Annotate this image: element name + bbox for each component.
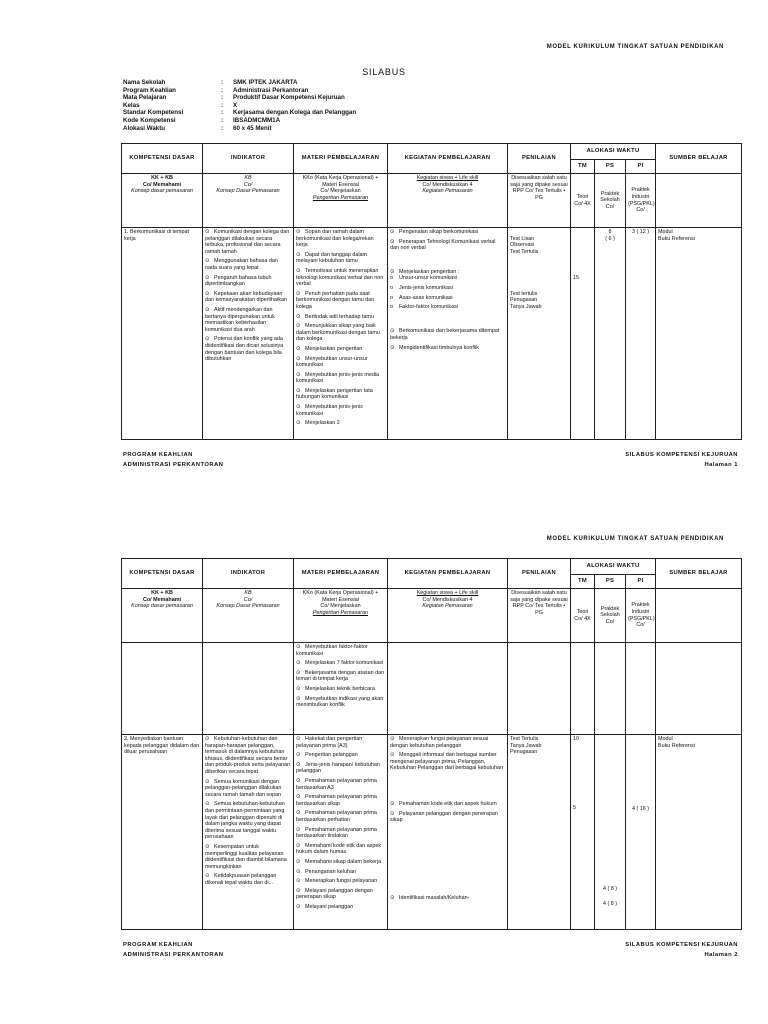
syllabus-table-page-2 bbox=[121, 558, 742, 930]
list-item bbox=[296, 736, 385, 749]
materi-list-continued bbox=[296, 644, 385, 709]
kegiatan-b-head: ⊙ Menjelaskan pengertian : bbox=[390, 268, 460, 275]
table-row-kd-1 bbox=[122, 228, 742, 440]
sumber-value: Modul Buku Referensi bbox=[656, 228, 742, 440]
list-item-text: Memahami sikap dalam bekerja bbox=[305, 858, 382, 865]
info-block bbox=[123, 79, 356, 132]
info-row bbox=[123, 79, 356, 87]
penilaian-value: Test Tertulis Tanya Jawab Penugasan bbox=[508, 735, 571, 930]
sub-ps: Praktek Sekolah Co/ bbox=[595, 174, 626, 228]
header-kegiatan: KEGIATAN PEMBELAJARAN bbox=[388, 559, 508, 589]
info-key: Kode Kompetensi bbox=[123, 116, 176, 124]
bullet-icon: ⊙ bbox=[296, 685, 301, 692]
kegiatan-sublist bbox=[390, 275, 505, 310]
header-kompetensi-dasar: KOMPETENSI DASAR bbox=[122, 144, 203, 174]
sub-keg-3: Kegiatan Pemasaran bbox=[422, 603, 473, 610]
list-item-text: Pemahaman kode etik dan aspek hukum bbox=[399, 800, 497, 807]
info-key: Mata Pelajaran bbox=[123, 94, 167, 102]
list-item-text: Menggunakan bahasa dan nada suara yang tepat bbox=[205, 258, 278, 271]
info-value: SMK IPTEK JAKARTA bbox=[233, 79, 298, 86]
bullet-icon: ⊙ bbox=[390, 810, 395, 817]
list-item-text: Penanganan keluhan bbox=[305, 868, 356, 875]
info-row bbox=[123, 94, 356, 102]
bullet-icon: ⊙ bbox=[390, 238, 395, 245]
sub-kd-2: Co/ Memahami bbox=[142, 596, 182, 603]
list-item bbox=[205, 844, 291, 870]
bullet-icon: o bbox=[390, 284, 393, 291]
bullet-icon: ⊙ bbox=[296, 644, 301, 650]
bullet-icon: ⊙ bbox=[390, 752, 395, 759]
list-item bbox=[390, 328, 505, 342]
sub-keg-2: Co/ Mendiskusikan 4 bbox=[422, 181, 473, 188]
list-item bbox=[296, 372, 385, 385]
list-item bbox=[390, 275, 505, 282]
list-item bbox=[390, 239, 505, 252]
list-item bbox=[296, 843, 385, 856]
list-item-text: Menjelaskan teknik berbicara bbox=[305, 685, 375, 692]
list-item-text: Dapat dan tanggap dalam melayani kebutuhan tamu bbox=[296, 251, 368, 265]
list-item bbox=[296, 827, 385, 840]
info-row bbox=[123, 117, 356, 125]
list-item bbox=[205, 873, 291, 886]
header-materi: MATERI PEMBELAJARAN bbox=[294, 559, 388, 589]
sub-mat-3: Pengertian Pemasaran bbox=[312, 609, 369, 616]
table-subheader-row bbox=[122, 589, 742, 643]
header-pi: PI bbox=[626, 575, 656, 589]
header-ps: PS bbox=[595, 575, 626, 589]
list-item bbox=[296, 878, 385, 885]
info-row bbox=[123, 125, 356, 133]
header-tm: TM bbox=[571, 160, 595, 174]
materi-list bbox=[296, 229, 385, 427]
list-item-text: Pengaruh bahasa tubuh dipertimbangkan bbox=[205, 274, 272, 288]
list-item-text: Pemahaman pelayanan prima berdasarkan tindakan bbox=[296, 826, 377, 840]
list-item-text: Menunjukkan sikap yang baik dalam berkomunikasi dengan tamu dan kolega bbox=[296, 323, 380, 343]
bullet-icon: ⊙ bbox=[296, 323, 301, 330]
list-item bbox=[296, 291, 385, 311]
info-colon: : bbox=[221, 79, 224, 86]
info-colon: : bbox=[221, 101, 224, 109]
sub-mat-3: Pengertian Pemasaran bbox=[312, 194, 369, 201]
bullet-icon: ⊙ bbox=[205, 778, 210, 785]
sub-kd-3: Konsep dasar pemasaran bbox=[131, 603, 193, 610]
list-item-text: Kesempatan untuk memperlinggi kualitas pelayanan diidentifikasi dan diambil bilamana memungkinkan bbox=[205, 843, 287, 870]
list-item-text: Menyebutkan faktor-faktor komunikasi bbox=[296, 644, 368, 657]
list-item-text: Menerapkan fungsi pelayanan sesuai dengan kebutuhan pelanggan bbox=[390, 736, 489, 749]
bullet-icon: ⊙ bbox=[296, 345, 301, 352]
header-kompetensi-dasar: KOMPETENSI DASAR bbox=[122, 559, 203, 589]
kegiatan-list-b bbox=[390, 801, 505, 824]
sub-ind-2: Co/ bbox=[243, 181, 253, 188]
list-item-text: Berkomunikasi dan bekerjasama ditempat bekerja bbox=[390, 327, 500, 341]
bullet-icon: ⊙ bbox=[205, 274, 210, 281]
header-penilaian: PENILAIAN bbox=[508, 144, 571, 174]
footer-silabus: SILABUS KOMPETENSI KEJURUAN bbox=[625, 942, 738, 948]
header-ps: PS bbox=[595, 160, 626, 174]
bullet-icon: ⊙ bbox=[296, 695, 301, 702]
sub-penilaian: Disesuaikan salah satu saja yang dipake sesuai RPP Co/ Tes Tertulis • PG bbox=[508, 174, 571, 228]
list-item-text: Kepekaan akan kebudayaan dan kemasyarakatan diperlihatkan bbox=[205, 290, 288, 304]
list-item bbox=[296, 810, 385, 823]
list-item-text: Jenis-jenis harapan/ kebutuhan pelanggan bbox=[296, 761, 380, 775]
materi-list bbox=[296, 736, 385, 910]
list-item bbox=[296, 904, 385, 911]
bullet-icon: ⊙ bbox=[296, 669, 301, 676]
bullet-icon: ⊙ bbox=[296, 752, 301, 759]
header-indikator: INDIKATOR bbox=[203, 559, 294, 589]
list-item-text: Menyebutkan indikasi yang akan menimbulkan konflik bbox=[296, 695, 384, 709]
list-item-text: Melayani pelanggan dengan penerapan sikap bbox=[296, 887, 373, 901]
list-item bbox=[296, 686, 385, 693]
list-item bbox=[205, 801, 291, 841]
bullet-icon: ⊙ bbox=[205, 336, 210, 343]
header-materi: MATERI PEMBELAJARAN bbox=[294, 144, 388, 174]
sub-keg-2: Co/ Mendiskusikan 4 bbox=[422, 596, 473, 603]
info-colon: : bbox=[221, 116, 224, 124]
header-indikator: INDIKATOR bbox=[203, 144, 294, 174]
bullet-icon: ⊙ bbox=[296, 903, 301, 910]
sub-pi: Praktek Industri (PSG/PKL) Co/ bbox=[626, 174, 656, 228]
sub-ind-3: Konsep Dasar Pemasaran bbox=[216, 603, 280, 610]
list-item-text: Menjelaskan 2 bbox=[305, 420, 340, 427]
list-item-text: Bekerjasama dengan atasan dan teman di tempat kerja bbox=[296, 669, 385, 683]
bullet-icon: ⊙ bbox=[296, 826, 301, 833]
ps-value-a: 4 ( 8 ) bbox=[602, 886, 618, 892]
bullet-icon: ⊙ bbox=[205, 290, 210, 297]
bullet-icon: ⊙ bbox=[296, 878, 301, 885]
bullet-icon: ⊙ bbox=[296, 761, 301, 768]
kegiatan-list-a bbox=[390, 229, 505, 252]
list-item bbox=[296, 794, 385, 807]
list-item bbox=[296, 388, 385, 401]
footer-page-number: Halaman 2 bbox=[704, 952, 738, 958]
info-row bbox=[123, 87, 356, 95]
table-row-continued bbox=[122, 643, 742, 735]
table-subheader-row bbox=[122, 174, 742, 228]
sumber-value: Modul Buku Referensi bbox=[656, 735, 742, 930]
bullet-icon: ⊙ bbox=[390, 736, 395, 742]
bullet-icon: ⊙ bbox=[205, 306, 210, 313]
list-item-text: Bertindak adil terhadap tamu bbox=[305, 313, 374, 320]
header-alokasi: ALOKASI WAKTU bbox=[571, 144, 656, 160]
list-item bbox=[390, 304, 505, 311]
sub-tm: Teori Co/ 4X bbox=[571, 174, 595, 228]
list-item-text: Penerapan Tehnologi Komunikasi verbal dan non verbal bbox=[390, 238, 496, 252]
sub-keg-1: Kegiatan siswa + Life skill bbox=[416, 175, 479, 181]
page-2 bbox=[0, 520, 768, 1024]
table-row-kd-2 bbox=[122, 735, 742, 930]
bullet-icon: ⊙ bbox=[390, 327, 395, 334]
list-item-text: Termotivasi untuk menerapkan teknologi komunikasi verbal dan non verbal bbox=[296, 267, 384, 288]
list-item-text: Menerapkan fungsi pelayanan bbox=[305, 878, 378, 885]
list-item-text: Komunikasi dengan kolega dan pelanggan dilakukan secara terbuka, profesional dan secara ramah tamah bbox=[205, 229, 290, 255]
penilaian-b: Test tertulis Penugasan Tanya Jawab bbox=[510, 290, 542, 310]
sub-ps: Praktek Sekolah Co/ bbox=[595, 589, 626, 643]
footer-program: PROGRAM KEAHLIAN bbox=[123, 452, 193, 458]
bullet-icon: ⊙ bbox=[296, 736, 301, 742]
footer-page-number: Halaman 1 bbox=[704, 462, 738, 468]
document-header: MODEL KURIKULUM TINGKAT SATUAN PENDIDIKAN bbox=[546, 44, 724, 50]
list-item-text: Kebutuhan-kebutuhan dan harapan-harapan pelanggan, termasuk di dalamnya kebutuhan khusus, diidentifikasi secara benar dan produk-produk serta pelayanan diberikan secara tepat bbox=[205, 736, 291, 775]
list-item-text: Memahami kode etik dan aspek hukum dalam humas bbox=[296, 842, 382, 856]
list-item bbox=[205, 229, 291, 255]
info-key: Nama Sekolah bbox=[123, 79, 166, 86]
list-item bbox=[296, 869, 385, 876]
sub-ind-3: Konsep Dasar Pemasaran bbox=[216, 188, 280, 195]
list-item-text: Semua komunikasi dengan pelanggan-pelanggan dilakukan secara ramah tamah dan sopan bbox=[205, 778, 282, 798]
syllabus-table-page-1 bbox=[121, 143, 742, 440]
list-item-text: Pelayanan pelanggan dengan penerapan sikap bbox=[390, 810, 498, 824]
bullet-icon: ⊙ bbox=[296, 868, 301, 875]
list-item-text: Mengidentifikasi timbulnya konflik bbox=[399, 344, 479, 351]
list-item-text: Semua kebutuhan-kebutuhan dan permintaan-permintaan yang layak dari pelanggan dipenuhi di dalam jangka waktu yang dapat diterima sesuai tanggal waktu perusahaan bbox=[205, 801, 285, 841]
bullet-icon: ⊙ bbox=[390, 800, 395, 807]
bullet-icon: ⊙ bbox=[296, 251, 301, 258]
list-item bbox=[205, 258, 291, 271]
pi-value: 3 ( 12 ) bbox=[626, 228, 656, 440]
list-item bbox=[390, 895, 505, 902]
info-key: Alokasi Waktu bbox=[123, 124, 166, 132]
bullet-icon: ⊙ bbox=[296, 842, 301, 849]
sub-keg-3: Kegiatan Pemasaran bbox=[422, 188, 473, 195]
tm-value: 15 bbox=[573, 275, 579, 281]
list-item bbox=[205, 291, 291, 304]
bullet-icon: ⊙ bbox=[296, 313, 301, 320]
sub-keg-1: Kegiatan siswa + Life skill bbox=[416, 590, 479, 596]
kegiatan-list-c bbox=[390, 895, 505, 902]
list-item-text: Menjelaskan 7 faktor komunikasi bbox=[305, 660, 384, 667]
list-item-text: Menggali informasi dari berbagai sumber mengenai pelayanan prima, Pelanggan, Kebutuhan Pelanggan dari berbagai kebutuhan bbox=[390, 752, 503, 772]
bullet-icon: o bbox=[390, 304, 393, 311]
sub-kd-1: KK + KB bbox=[151, 590, 173, 596]
list-item bbox=[205, 779, 291, 799]
list-item bbox=[296, 404, 385, 417]
list-item bbox=[296, 420, 385, 427]
indikator-list bbox=[205, 736, 291, 886]
footer-program: PROGRAM KEAHLIAN bbox=[123, 942, 193, 948]
list-item-text: Menjelaskan pengertian tata hubungan komunikasi bbox=[296, 387, 373, 401]
list-item-text: Sopan dan ramah dalam berkomunikasi dan kolega/rekan kerja bbox=[296, 229, 374, 249]
bullet-icon: ⊙ bbox=[296, 387, 301, 394]
list-item-text: Pemahaman pelayanan prima berdasarkan sikap bbox=[296, 794, 377, 807]
list-item-text: Pengenalan sikap berkomunikasi bbox=[399, 229, 479, 235]
penilaian-a: Test Lisan Observasi Test Tertulis bbox=[510, 235, 539, 255]
bullet-icon: ⊙ bbox=[296, 887, 301, 894]
header-sumber: SUMBER BELAJAR bbox=[656, 559, 742, 589]
bullet-icon: ⊙ bbox=[205, 843, 210, 850]
list-item bbox=[390, 801, 505, 808]
bullet-icon: ⊙ bbox=[296, 404, 301, 411]
sub-kd-1: KK + KB bbox=[151, 175, 173, 181]
list-item-text: Menyebutkan jenis-jenis media komunikasi bbox=[296, 371, 380, 385]
kegiatan-list-a bbox=[390, 736, 505, 772]
list-item bbox=[296, 323, 385, 343]
sub-ind-2: Co/ bbox=[243, 596, 253, 603]
sub-kd-3: Konsep dasar pemasaran bbox=[131, 188, 193, 195]
document-title: SILABUS bbox=[362, 67, 406, 77]
list-item bbox=[296, 314, 385, 321]
info-colon: : bbox=[221, 124, 224, 132]
header-pi: PI bbox=[626, 160, 656, 174]
tm-value-a: 10 bbox=[573, 736, 579, 742]
sub-tm: Teori Co/ 4X bbox=[571, 589, 595, 643]
list-item-text: Pengertian pelanggan bbox=[305, 752, 358, 759]
footer-program-name: ADMINISTRASI PERKANTORAN bbox=[123, 952, 224, 958]
list-item-text: Aktif mendengarkan dan bertanya dipergunakan untuk memastikan keberhasilan komunikasi dua arah bbox=[205, 306, 275, 333]
header-tm: TM bbox=[571, 575, 595, 589]
bullet-icon: ⊙ bbox=[205, 736, 210, 742]
bullet-icon: ⊙ bbox=[296, 858, 301, 865]
info-value: X bbox=[233, 101, 238, 109]
list-item-text: Menjelaskan pengertian bbox=[305, 345, 363, 352]
list-item bbox=[390, 295, 505, 302]
list-item bbox=[296, 229, 385, 249]
info-row bbox=[123, 109, 356, 117]
indikator-list bbox=[205, 229, 291, 363]
list-item bbox=[205, 736, 291, 776]
list-item bbox=[296, 660, 385, 667]
bullet-icon: ⊙ bbox=[296, 794, 301, 801]
list-item-text: Ketidakpuasan pelanggan dikenali tepat waktu dan di... bbox=[205, 873, 277, 886]
bullet-icon: ⊙ bbox=[296, 777, 301, 784]
kegiatan-list-c bbox=[390, 328, 505, 352]
info-value: IBSADMCMM1A bbox=[233, 116, 281, 124]
bullet-icon: ⊙ bbox=[390, 268, 395, 275]
bullet-icon: ⊙ bbox=[296, 355, 301, 362]
list-item-text: Unsur-unsur komunikasi bbox=[399, 275, 458, 282]
header-sumber: SUMBER BELAJAR bbox=[656, 144, 742, 174]
list-item-text: Potensi dan konflik yang ada diidentifikasi dan dicari solusinya dengan bantuan dan kolega bila dibutuhkan bbox=[205, 336, 284, 363]
list-item-text: Hakekat dan pengertian pelayanan prima (A3) bbox=[296, 736, 363, 749]
footer-silabus: SILABUS KOMPETENSI KEJURUAN bbox=[625, 452, 738, 458]
list-item bbox=[296, 356, 385, 369]
list-item bbox=[296, 252, 385, 265]
list-item bbox=[296, 778, 385, 791]
info-colon: : bbox=[221, 86, 224, 94]
sub-mat-1: KKo (Kata Kerja Operasional) + Materi Esensial bbox=[302, 175, 379, 188]
bullet-icon: ⊙ bbox=[296, 420, 301, 427]
info-row bbox=[123, 102, 356, 110]
bullet-icon: ⊙ bbox=[205, 229, 210, 235]
list-item bbox=[296, 752, 385, 759]
list-item bbox=[390, 736, 505, 749]
list-item bbox=[205, 336, 291, 362]
list-item-text: Faktor-faktor komunikasi bbox=[399, 304, 459, 311]
info-colon: : bbox=[221, 94, 224, 102]
list-item bbox=[390, 345, 505, 352]
list-item bbox=[390, 811, 505, 824]
bullet-icon: ⊙ bbox=[390, 229, 395, 235]
sub-ind-1: KB bbox=[244, 590, 252, 596]
sub-kd-2: Co/ Memahami bbox=[142, 181, 182, 188]
list-item-text: Penuh perhatian pada saat berkomunikasi dengan tamu dan kolega bbox=[296, 290, 375, 310]
info-key: Standar Kompetensi bbox=[123, 109, 184, 117]
list-item bbox=[296, 762, 385, 775]
list-item bbox=[296, 696, 385, 709]
sub-ind-1: KB bbox=[244, 175, 252, 181]
list-item-text: Identifikasi masalah/Keluhan- bbox=[399, 894, 470, 901]
list-item-text: Menyebutkan unsur-unsur komunikasi bbox=[296, 355, 368, 369]
pi-value: 4 ( 16 ) bbox=[631, 806, 650, 812]
list-item bbox=[205, 307, 291, 333]
sub-penilaian: Disesuaikan salah satu saja yang dipake sesuai RPP Co/ Tes Tertulis • PG bbox=[508, 589, 571, 643]
sub-pi: Praktek Industri (PSG/PKL) Co/ bbox=[626, 589, 656, 643]
header-kegiatan: KEGIATAN PEMBELAJARAN bbox=[388, 144, 508, 174]
bullet-icon: ⊙ bbox=[296, 660, 301, 667]
info-key: Kelas bbox=[123, 101, 140, 109]
list-item-text: Melayani pelanggan bbox=[305, 903, 354, 910]
bullet-icon: ⊙ bbox=[296, 229, 301, 235]
list-item-text: Asas-asas komunikasi bbox=[399, 294, 453, 301]
ps-value-b: 4 ( 8 ) bbox=[602, 900, 618, 907]
tm-value-b: 5 bbox=[573, 804, 576, 811]
ps-value: 8 ( 6 ) bbox=[595, 228, 626, 440]
list-item bbox=[390, 229, 505, 236]
bullet-icon: o bbox=[390, 294, 393, 301]
kd-cell: 1. Berkomunikasi di tempat kerja bbox=[122, 228, 203, 440]
sub-mat-2: Co/ Menjelaskan bbox=[320, 188, 361, 195]
footer-program-name: ADMINISTRASI PERKANTORAN bbox=[123, 462, 224, 468]
info-value: 60 x 45 Menit bbox=[233, 124, 272, 132]
list-item-text: Menyebutkan jenis-jenis komunikasi bbox=[296, 404, 363, 417]
list-item bbox=[296, 268, 385, 288]
info-value: Produktif Dasar Kompetensi Kejuruan bbox=[233, 94, 345, 102]
bullet-icon: ⊙ bbox=[296, 371, 301, 378]
bullet-icon: ⊙ bbox=[296, 290, 301, 297]
document-header: MODEL KURIKULUM TINGKAT SATUAN PENDIDIKAN bbox=[546, 536, 724, 542]
list-item-text: Pemahaman pelayanan prima berdasarkan perhatian bbox=[296, 810, 377, 823]
list-item bbox=[390, 285, 505, 292]
bullet-icon: ⊙ bbox=[390, 894, 395, 901]
info-colon: : bbox=[221, 109, 224, 117]
list-item bbox=[205, 275, 291, 288]
list-item bbox=[296, 859, 385, 866]
sub-mat-2: Co/ Menjelaskan bbox=[320, 603, 361, 610]
bullet-icon: o bbox=[390, 275, 393, 282]
list-item bbox=[296, 670, 385, 683]
kd-cell: 2. Menyediakan bantuan kepada pelanggan didalam dan diluar perusahaan bbox=[122, 735, 203, 930]
bullet-icon: ⊙ bbox=[205, 801, 210, 808]
bullet-icon: ⊙ bbox=[205, 873, 210, 880]
bullet-icon: ⊙ bbox=[390, 344, 395, 351]
bullet-icon: ⊙ bbox=[205, 258, 210, 265]
bullet-icon: ⊙ bbox=[296, 810, 301, 817]
bullet-icon: ⊙ bbox=[296, 267, 301, 274]
list-item bbox=[296, 346, 385, 353]
list-item bbox=[390, 752, 505, 772]
sub-mat-1: KKo (Kata Kerja Operasional) + Materi Esensial bbox=[302, 590, 379, 603]
list-item bbox=[296, 644, 385, 657]
info-key: Program Keahlian bbox=[123, 86, 176, 94]
header-penilaian: PENILAIAN bbox=[508, 559, 571, 589]
list-item-text: Pemahaman pelayanan prima berdasarkan A3 bbox=[296, 777, 377, 791]
list-item-text: Jenis-jenis komunikasi bbox=[399, 284, 453, 291]
info-value: Administrasi Perkantoran bbox=[233, 86, 309, 94]
info-value: Kerjasama dengan Kolega dan Pelanggan bbox=[233, 109, 357, 117]
list-item bbox=[296, 888, 385, 901]
header-alokasi: ALOKASI WAKTU bbox=[571, 559, 656, 575]
page-1 bbox=[0, 0, 768, 500]
